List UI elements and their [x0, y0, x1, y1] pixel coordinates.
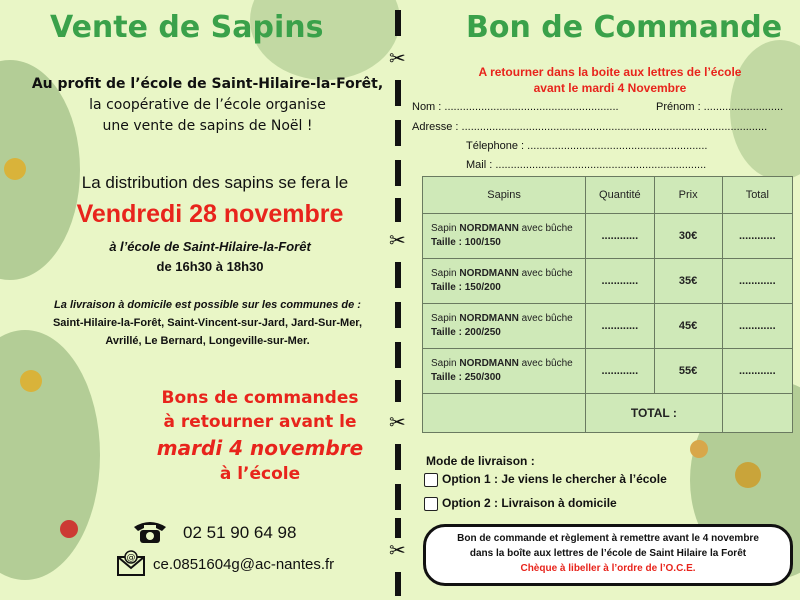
table-row	[423, 214, 793, 259]
column-header: Total	[722, 177, 792, 214]
cut-line-dash	[395, 444, 401, 470]
footer-note-box	[423, 524, 793, 586]
ornament-ball-icon	[690, 440, 708, 458]
product-name	[431, 222, 585, 236]
total-cell[interactable]: ............	[722, 304, 792, 349]
product-name	[431, 267, 585, 281]
return-line: à retourner avant le	[163, 412, 357, 432]
phone-number: 02 51 90 64 98	[183, 523, 297, 542]
option-2-label: Option 2 : Livraison à domicile	[442, 496, 617, 510]
product-variety: NORDMANN	[459, 313, 519, 324]
scissors-icon: ✂	[389, 46, 406, 70]
intro-line: une vente de sapins de Noël !	[102, 118, 313, 134]
product-size: Taille : 100/150	[431, 237, 501, 248]
cut-line-dash	[395, 380, 401, 402]
svg-text:@: @	[126, 553, 136, 563]
delivery-option-1[interactable]	[424, 472, 667, 487]
table-row	[423, 259, 793, 304]
product-prefix: Sapin	[431, 313, 460, 324]
return-date: mardi 4 novembre	[156, 436, 364, 460]
instruction-line: A retourner dans la boite aux lettres de l’école	[478, 65, 742, 79]
order-form-title: Bon de Commande	[466, 10, 783, 45]
price-cell: 55€	[654, 349, 722, 394]
delivery-option-2[interactable]	[424, 496, 617, 511]
return-line: à l’école	[219, 464, 301, 484]
footer-cheque-line: Chèque à libeller à l’ordre de l’O.C.E.	[520, 563, 696, 574]
ornament-ball-icon	[20, 370, 42, 392]
distribution-date: Vendredi 28 novembre	[76, 200, 344, 228]
intro-line: la coopérative de l’école organise	[89, 97, 326, 113]
product-prefix: Sapin	[431, 358, 460, 369]
tree-branch-decoration	[0, 330, 100, 580]
intro-text	[20, 74, 395, 137]
cut-line-dash	[395, 262, 401, 288]
scissors-icon: ✂	[389, 410, 406, 434]
product-cell	[423, 214, 586, 259]
product-name	[431, 357, 585, 371]
empty-cell	[423, 394, 586, 433]
option-2-checkbox[interactable]	[424, 497, 438, 511]
nom-field[interactable]: Nom : .........................................................	[412, 101, 619, 113]
cut-line-dash	[395, 572, 401, 596]
table-total-row	[423, 394, 793, 433]
option-1-checkbox[interactable]	[424, 473, 438, 487]
ornament-ball-icon	[735, 462, 761, 488]
quantity-cell[interactable]: ............	[586, 349, 654, 394]
product-suffix: avec bûche	[518, 358, 573, 369]
cut-line-dash	[395, 342, 401, 368]
product-prefix: Sapin	[431, 268, 460, 279]
product-size: Taille : 250/300	[431, 372, 501, 383]
cut-line-dash	[395, 484, 401, 510]
email-address: ce.0851604g@ac-nantes.fr	[153, 556, 335, 573]
product-variety: NORDMANN	[459, 268, 519, 279]
price-cell: 45€	[654, 304, 722, 349]
product-size: Taille : 200/250	[431, 327, 501, 338]
product-prefix: Sapin	[431, 223, 460, 234]
quantity-cell[interactable]: ............	[586, 304, 654, 349]
telephone-field[interactable]: Télephone : ...........................................................	[466, 140, 708, 152]
scissors-icon: ✂	[389, 538, 406, 562]
total-cell[interactable]: ............	[722, 214, 792, 259]
mail-field[interactable]: Mail : .....................................................................	[466, 159, 707, 171]
product-size: Taille : 150/200	[431, 282, 501, 293]
product-cell	[423, 349, 586, 394]
footer-line: Bon de commande et règlement à remettre avant le 4 novembre	[457, 533, 759, 544]
order-table	[422, 176, 793, 433]
scissors-icon: ✂	[389, 228, 406, 252]
cut-line-dash	[395, 302, 401, 328]
product-cell	[423, 259, 586, 304]
delivery-line: Avrillé, Le Bernard, Longeville-sur-Mer.	[105, 335, 310, 347]
delivery-line: La livraison à domicile est possible sur les communes de :	[54, 299, 361, 311]
cut-line-dash	[395, 518, 401, 538]
product-cell	[423, 304, 586, 349]
delivery-line: Saint-Hilaire-la-Forêt, Saint-Vincent-sur-Jard, Jard-Sur-Mer,	[52, 317, 363, 329]
intro-line: Au profit de l’école de Saint-Hilaire-la-Forêt,	[31, 76, 384, 92]
cut-line-dash	[395, 80, 401, 106]
table-row	[423, 349, 793, 394]
email-icon	[116, 549, 146, 577]
total-cell[interactable]: ............	[722, 349, 792, 394]
grand-total-cell[interactable]	[722, 394, 792, 433]
table-header-row	[423, 177, 793, 214]
quantity-cell[interactable]: ............	[586, 259, 654, 304]
adresse-field[interactable]: Adresse : ....................................................................................................	[412, 121, 768, 133]
distribution-line: La distribution des sapins se fera le	[81, 173, 349, 192]
product-suffix: avec bûche	[518, 313, 573, 324]
return-info	[120, 386, 400, 486]
ornament-ball-icon	[4, 158, 26, 180]
telephone-icon	[132, 517, 168, 545]
table-row	[423, 304, 793, 349]
cut-line-dash	[395, 10, 401, 36]
price-cell: 30€	[654, 214, 722, 259]
price-cell: 35€	[654, 259, 722, 304]
left-title: Vente de Sapins	[50, 10, 324, 45]
footer-line: dans la boîte aux lettres de l’école de Saint Hilaire la Forêt	[469, 548, 747, 559]
product-suffix: avec bûche	[518, 223, 573, 234]
product-variety: NORDMANN	[459, 223, 519, 234]
delivery-info	[30, 296, 385, 350]
total-cell[interactable]: ............	[722, 259, 792, 304]
cut-line-dash	[395, 160, 401, 186]
cut-line-dash	[395, 198, 401, 222]
quantity-cell[interactable]: ............	[586, 214, 654, 259]
column-header: Prix	[654, 177, 722, 214]
cut-line-dash	[395, 120, 401, 146]
product-suffix: avec bûche	[518, 268, 573, 279]
instruction-line: avant le mardi 4 Novembre	[533, 81, 687, 95]
return-line: Bons de commandes	[161, 388, 359, 408]
column-header: Sapins	[423, 177, 586, 214]
ornament-ball-icon	[60, 520, 78, 538]
option-1-label: Option 1 : Je viens le chercher à l’école	[442, 472, 667, 486]
distribution-time: de 16h30 à 18h30	[156, 259, 264, 274]
delivery-mode-label: Mode de livraison :	[426, 454, 535, 468]
product-variety: NORDMANN	[459, 358, 519, 369]
order-instructions	[420, 64, 800, 96]
distribution-place: à l’école de Saint-Hilaire-la-Forêt	[109, 239, 311, 254]
product-name	[431, 312, 585, 326]
column-header: Quantité	[586, 177, 654, 214]
total-label: TOTAL :	[586, 394, 723, 433]
prenom-field[interactable]: Prénom : ..........................	[656, 101, 784, 113]
